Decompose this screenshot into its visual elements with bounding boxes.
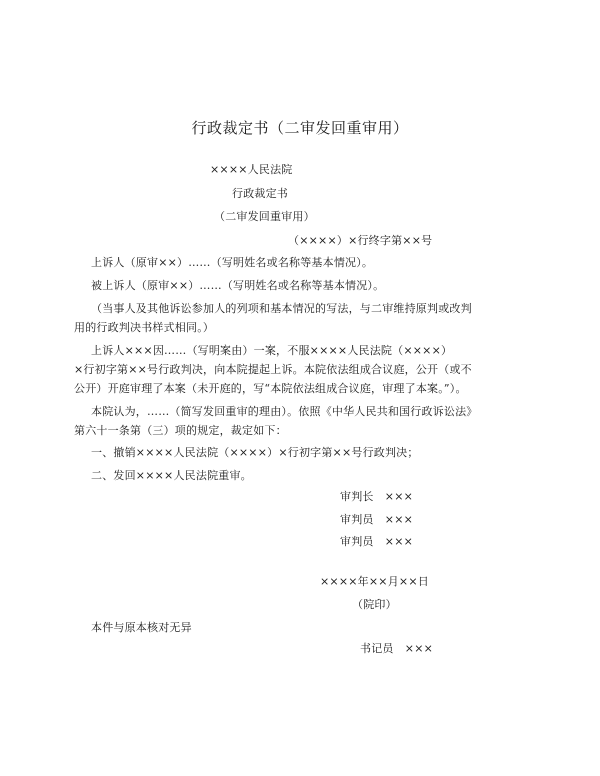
appellant-paragraph: 上诉人（原审××）……（写明姓名或名称等基本情况）。 (91, 256, 374, 269)
note-line-2: 用的行政判决书样式相同。） (74, 321, 215, 334)
document-subtitle: （二审发回重审用） (214, 210, 315, 223)
ruling-item-2: 二、发回××××人民法院重审。 (91, 469, 252, 482)
document-type: 行政裁定书 (232, 187, 288, 200)
presiding-judge: 审判长 ××× (340, 490, 414, 503)
appellee-paragraph: 被上诉人（原审××）……（写明姓名或名称等基本情况）。 (91, 279, 385, 292)
ruling-item-1: 一、撤销××××人民法院（××××）×行初字第××号行政判决； (91, 446, 419, 459)
judge-2: 审判员 ××× (340, 535, 414, 548)
clerk: 书记员 ××× (360, 642, 434, 655)
facts-line-2: ×行初字第××号行政判决，向本院提起上诉。本院依法组成合议庭，公开（或不 (74, 363, 472, 376)
document-title: 行政裁定书（二审发回重审用） (191, 119, 409, 137)
note-line-1: （当事人及其他诉讼参加人的列项和基本情况的写法，与二审维持原判或改判 (91, 302, 472, 315)
judge-1: 审判员 ××× (340, 513, 414, 526)
ruling-date: ××××年××月××日 (320, 575, 429, 588)
reasoning-line-1: 本院认为，……（简写发回重审的理由）。依照《中华人民共和国行政诉讼法》 (91, 405, 478, 418)
facts-line-3: 公开）开庭审理了本案（未开庭的，写“本院依法组成合议庭，审理了本案。”）。 (74, 382, 467, 395)
certification-note: 本件与原本核对无异 (91, 621, 192, 634)
case-number: （××××）×行终字第××号 (288, 234, 433, 247)
facts-line-1: 上诉人×××因……（写明案由）一案，不服××××人民法院（××××） (91, 344, 453, 357)
reasoning-line-2: 第六十一条第（三）项的规定，裁定如下： (74, 424, 287, 437)
court-name: ××××人民法院 (210, 163, 293, 176)
court-seal: （院印） (352, 598, 397, 611)
